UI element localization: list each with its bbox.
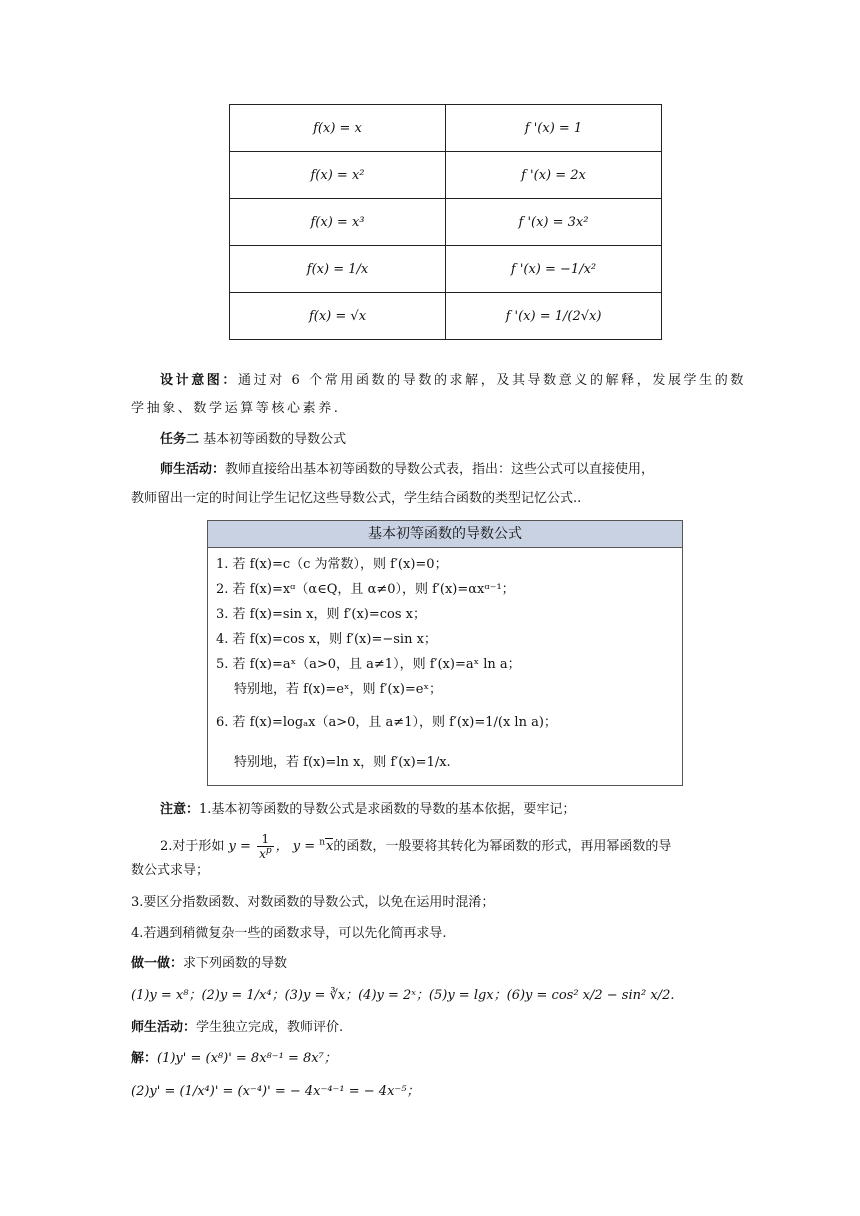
- formula-item: 1. 若 f(x)=c（c 为常数），则 f′(x)=0；: [216, 557, 448, 572]
- table-row: [230, 105, 662, 152]
- notes-line2b: 数公式求导；: [131, 863, 210, 878]
- notes-line3: 3.要区分指数函数、对数函数的导数公式，以免在运用时混淆；: [131, 895, 495, 910]
- task2-label: 任务二: [160, 432, 200, 447]
- formula-item: 特别地，若 f(x)=eˣ，则 f′(x)=eˣ；: [234, 682, 442, 697]
- formula-item: 4. 若 f(x)=cos x，则 f′(x)=−sin x；: [216, 632, 437, 647]
- solution-label: 解：: [131, 1051, 158, 1066]
- notes-line2: 2.对于形如 y = $\frac{1}{x^p}$ ， y = $^n$x的函数，一般要将其转化为幂函数的形式，再用幂函数的导: [160, 832, 672, 861]
- activity1-line1: 师生活动：教师直接给出基本初等函数的导数公式表，指出：这些公式可以直接使用，: [160, 462, 655, 477]
- activity1-label: 师生活动：: [160, 462, 226, 477]
- design-intent-label: 设计意图：: [160, 373, 239, 388]
- table-cell-derivative: f '(x) = 3x²: [446, 199, 662, 246]
- solution-line2: (2)y' = (1/x⁴)' = (x⁻⁴)' = − 4x⁻⁴⁻¹ = − 4x⁻⁵；: [131, 1084, 420, 1099]
- task2-heading: 任务二 基本初等函数的导数公式: [160, 432, 347, 447]
- table-cell-function: f(x) = x³: [230, 199, 446, 246]
- formula-item: 5. 若 f(x)=aˣ（a>0，且 a≠1），则 f′(x)=aˣ ln a；: [216, 657, 521, 672]
- formula-item: 3. 若 f(x)=sin x，则 f′(x)=cos x；: [216, 607, 427, 622]
- formula-item: 2. 若 f(x)=xᵅ（α∈Q，且 α≠0），则 f′(x)=αxᵅ⁻¹；: [216, 582, 515, 597]
- notes-line1: 注意：1.基本初等函数的导数公式是求函数的导数的基本依据，要牢记；: [160, 802, 576, 817]
- table-row: [230, 199, 662, 246]
- exercise-label: 做一做：: [131, 956, 184, 971]
- exercise-items: (1)y = x⁸；(2)y = 1/x⁴；(3)y = ∛x；(4)y = 2ˣ；(5)y = lgx；(6)y = cos² x/2 − sin² x/2.: [131, 988, 675, 1003]
- table-cell-function: f(x) = 1/x: [230, 246, 446, 293]
- notes-line4: 4.若遇到稍微复杂一些的函数求导，可以先化简再求导.: [131, 926, 447, 941]
- notes-label: 注意：: [160, 802, 200, 817]
- derivative-table: [229, 104, 662, 340]
- table-cell-derivative: f '(x) = 1: [446, 105, 662, 152]
- table-cell-derivative: f '(x) = −1/x²: [446, 246, 662, 293]
- note-formula: y = $\frac{1}{x^p}$ ， y = $^n$x: [228, 832, 334, 861]
- design-intent-line1: 设计意图：通过对 6 个常用函数的导数的求解，及其导数意义的解释，发展学生的数: [160, 373, 746, 388]
- table-cell-function: f(x) = x²: [230, 152, 446, 199]
- design-intent-line2: 学抽象、数学运算等核心素养.: [131, 401, 341, 416]
- table-cell-function: f(x) = √x: [230, 293, 446, 340]
- table-row: [230, 293, 662, 340]
- table-row: [230, 246, 662, 293]
- exercise-heading: 做一做：求下列函数的导数: [131, 956, 288, 971]
- formula-item: 特别地，若 f(x)=ln x，则 f′(x)=1/x.: [234, 755, 451, 770]
- table-cell-function: f(x) = x: [230, 105, 446, 152]
- formula-box-title: 基本初等函数的导数公式: [208, 521, 682, 548]
- formula-item: 6. 若 f(x)=logₐx（a>0，且 a≠1），则 f′(x)=1/(x ln a)；: [216, 715, 557, 730]
- activity1-line2: 教师留出一定的时间让学生记忆这些导数公式，学生结合函数的类型记忆公式..: [131, 491, 582, 506]
- solution-line1: 解：(1)y' = (x⁸)' = 8x⁸⁻¹ = 8x⁷；: [131, 1051, 337, 1066]
- activity2-label: 师生活动：: [131, 1020, 197, 1035]
- table-row: [230, 152, 662, 199]
- activity2-line: 师生活动：学生独立完成，教师评价.: [131, 1020, 344, 1035]
- derivative-formula-box: [207, 520, 683, 786]
- table-cell-derivative: f '(x) = 1/(2√x): [446, 293, 662, 340]
- table-cell-derivative: f '(x) = 2x: [446, 152, 662, 199]
